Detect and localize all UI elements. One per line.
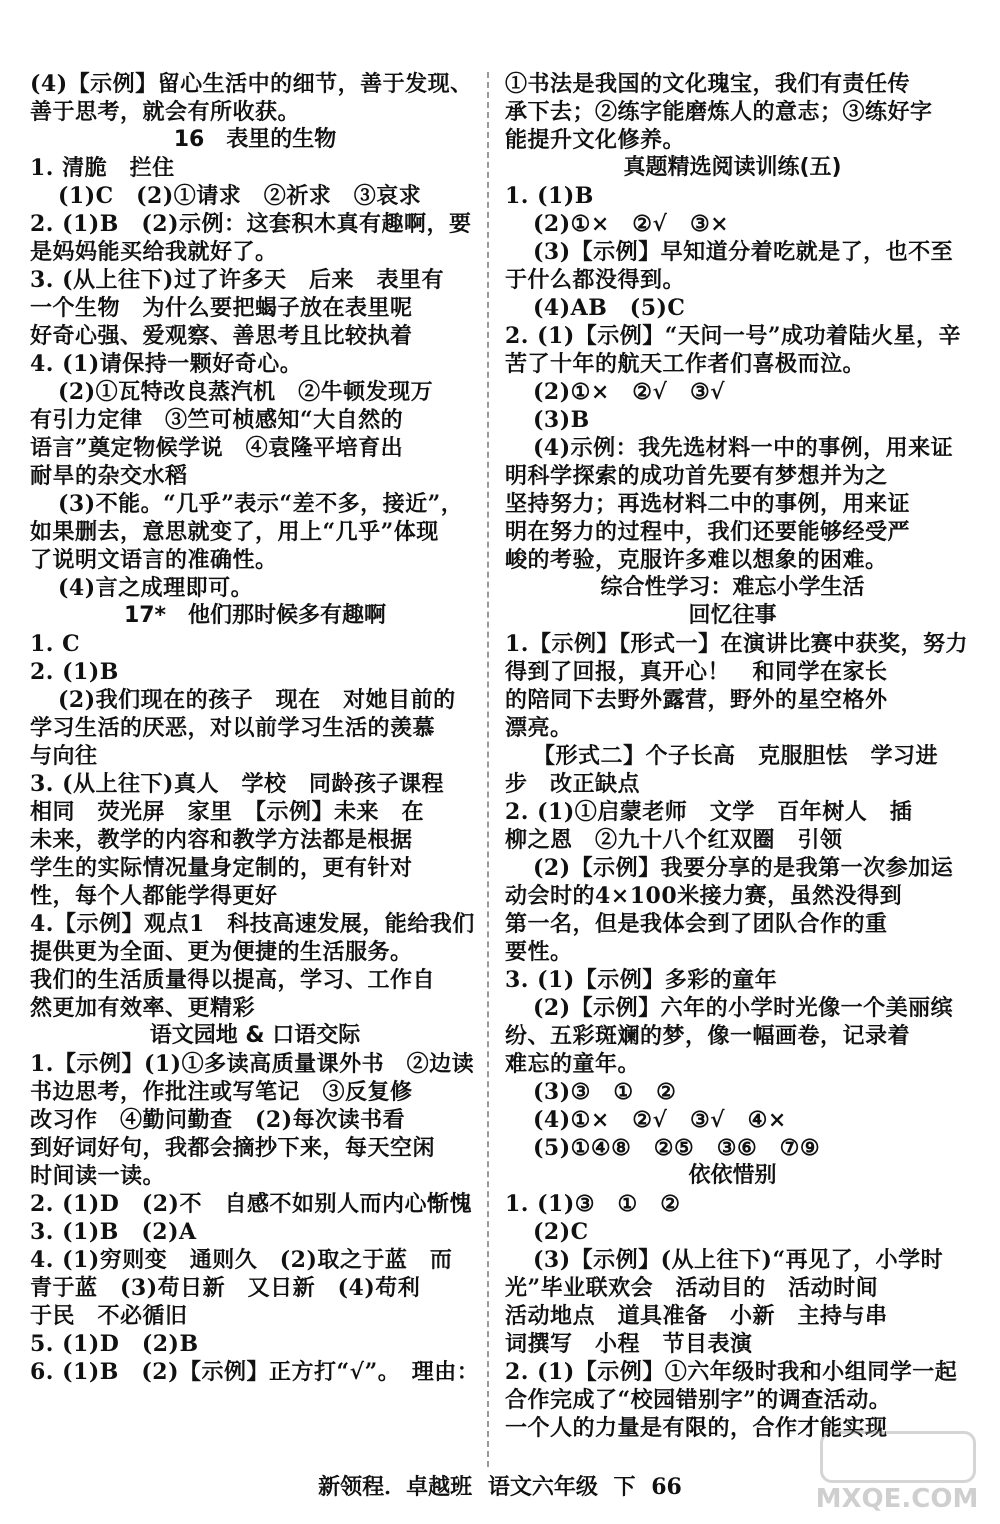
left-column [30,70,480,1386]
answer-line: 明科学探索的成功首先要有梦想并为之 [505,463,888,489]
answer-line: (2)C [533,1219,589,1245]
answer-line: 时间读一读。 [30,1163,166,1189]
answer-line: 耐旱的杂交水稻 [30,463,188,489]
answer-line: 未来，教学的内容和教学方法都是根据 [30,827,413,853]
answer-line: 书边思考，作批注或写笔记 ③反复修 [30,1079,413,1105]
answer-line: 得到了回报，真开心！ 和同学在家长 [505,659,888,685]
section-heading: 依依惜别 [688,1163,777,1188]
answer-line: 于民 不必循旧 [30,1303,188,1329]
answer-line: 3. (从上往下)过了许多天 后来 表里有 [30,267,444,293]
answer-line: 2. (1)B (2)示例：这套积木真有趣啊，要 [30,211,472,237]
answer-line: 善于思考，就会有所收获。 [30,99,301,125]
section-heading: 回忆往事 [688,603,777,628]
watermark-badge-icon [820,1431,976,1483]
answer-line: (3)不能。“几乎”表示“差不多，接近”， [58,491,464,517]
answer-line: 词撰写 小程 节目表演 [505,1331,753,1357]
answer-line: 活动地点 道具准备 小新 主持与串 [505,1303,888,1329]
answer-line: ①书法是我国的文化瑰宝，我们有责任传 [505,71,911,97]
answer-line: 1. (1)③ ① ② [505,1191,681,1217]
answer-line: 4. (1)穷则变 通则久 (2)取之于蓝 而 [30,1247,453,1273]
answer-line: 了说明文语言的准确性。 [30,547,278,573]
answer-line: 然更加有效率、更精彩 [30,995,256,1021]
answer-line: 苦了十年的航天工作者们喜极而泣。 [505,351,866,377]
answer-line: 的陪同下去野外露营，野外的星空格外 [505,687,888,713]
answer-line: (3)【示例】(从上往下)“再见了，小学时 [533,1247,944,1273]
answer-line: (2)①瓦特改良蒸汽机 ②牛顿发现万 [58,379,434,405]
answer-line: (3)B [533,407,590,433]
answer-line: 3. (1)B (2)A [30,1219,197,1245]
footer-volume: 下 [613,1474,636,1500]
answer-line: (4)【示例】留心生活中的细节，善于发现、 [30,71,473,97]
answer-line: 1. (1)B [505,183,594,209]
answer-line: (4)AB (5)C [533,295,686,321]
page-number: 66 [651,1474,682,1500]
answer-line: 2. (1)D (2)不 自感不如别人而内心惭愧 [30,1191,472,1217]
answer-line: 2. (1)B [30,659,119,685]
answer-line: 有引力定律 ③竺可桢感知“大自然的 [30,407,404,433]
answer-line: 坚持努力；再选材料二中的事例，用来证 [505,491,911,517]
answer-line: 步 改正缺点 [505,771,641,797]
answer-line: 光”毕业联欢会 活动目的 活动时间 [505,1275,879,1301]
answer-line: 漂亮。 [505,715,573,741]
answer-line: 与向往 [30,743,98,769]
answer-line: (2)①× ②√ ③× [533,211,730,237]
answer-line: (2)【示例】我要分享的是我第一次参加运 [533,855,954,881]
section-heading: 综合性学习：难忘小学生活 [600,575,865,600]
answer-line: (5)①④⑧ ②⑤ ③⑥ ⑦⑨ [533,1135,821,1161]
answer-line: (4)言之成理即可。 [58,575,254,601]
answer-line: 明在努力的过程中，我们还要能够经受严 [505,519,911,545]
answer-line: 6. (1)B (2)【示例】正方打“√”。 理由： [30,1359,480,1385]
answer-line: 一个人的力量是有限的，合作才能实现 [505,1415,888,1441]
answer-line: 于什么都没得到。 [505,267,686,293]
watermark-text: MXQE.COM [815,1484,979,1514]
right-column [505,70,968,1442]
answer-line: 1. C [30,631,81,657]
answer-line: 语言”奠定物候学说 ④袁隆平培育出 [30,435,404,461]
footer-subject: 语文六年级 [487,1474,598,1500]
answer-line: 4.【示例】观点1 科技高速发展，能给我们 [30,911,475,937]
answer-line: (2)①× ②√ ③√ [533,379,726,405]
answer-line: 学生的实际情况量身定制的，更有针对 [30,855,413,881]
section-heading: 17* 他们那时候多有趣啊 [123,603,387,628]
answer-line: 青于蓝 (3)苟日新 又日新 (4)苟利 [30,1275,421,1301]
answer-line: 3. (1)【示例】多彩的童年 [505,967,778,993]
answer-line: 2. (1)【示例】①六年级时我和小组同学一起 [505,1359,958,1385]
section-heading: 语文园地 & 口语交际 [149,1023,361,1048]
section-heading: 16 表里的生物 [173,127,337,152]
answer-line: 学习生活的厌恶，对以前学习生活的羡慕 [30,715,436,741]
answer-line: (4)示例：我先选材料一中的事例，用来证 [533,435,954,461]
answer-line: 2. (1)【示例】“天问一号”成功着陆火星，辛 [505,323,962,349]
answer-line: (3)【示例】早知道分着吃就是了，也不至 [533,239,954,265]
answer-line: 好奇心强、爱观察、善思考且比较执着 [30,323,413,349]
answer-line: 性，每个人都能学得更好 [30,883,278,909]
answer-line: 难忘的童年。 [505,1051,641,1077]
answer-line: (2)【示例】六年的小学时光像一个美丽缤 [533,995,954,1021]
answer-line: 如果删去，意思就变了，用上“几乎”体现 [30,519,439,545]
answer-line: 动会时的4×100米接力赛，虽然没得到 [505,883,903,909]
answer-line: 是妈妈能买给我就好了。 [30,239,278,265]
answer-line: (2)我们现在的孩子 现在 对她目前的 [58,687,456,713]
answer-line: 改习作 ④勤问勤查 (2)每次读书看 [30,1107,406,1133]
answer-line: 要性。 [505,939,573,965]
footer-brand: 新领程．卓越班 [318,1474,473,1500]
answer-line: 2. (1)①启蒙老师 文学 百年树人 插 [505,799,913,825]
answer-line: 3. (从上往下)真人 学校 同龄孩子课程 [30,771,444,797]
answer-line: 1.【示例】【形式一】在演讲比赛中获奖，努力 [505,631,968,657]
answer-line: 到好词好句，我都会摘抄下来，每天空闲 [30,1135,436,1161]
answer-line: 1.【示例】(1)①多读高质量课外书 ②边读 [30,1051,475,1077]
section-heading: 真题精选阅读训练(五) [623,155,842,180]
answer-line: 4. (1)请保持一颗好奇心。 [30,351,303,377]
answer-line: 柳之恩 ②九十八个红双圈 引领 [505,827,843,853]
answer-line: 1. 清脆 拦住 [30,155,175,181]
answer-line: 5. (1)D (2)B [30,1331,199,1357]
answer-line: (4)①× ②√ ③√ ④× [533,1107,787,1133]
answer-line: (1)C (2)①请求 ②祈求 ③哀求 [58,183,422,209]
answer-line: 【形式二】个子长高 克服胆怯 学习进 [533,743,939,769]
answer-line: (3)③ ① ② [533,1079,677,1105]
answer-line: 承下去；②练字能磨炼人的意志；③练好字 [505,99,933,125]
answer-line: 第一名，但是我体会到了团队合作的重 [505,911,888,937]
answer-line: 纷、五彩斑斓的梦，像一幅画卷，记录着 [505,1023,911,1049]
answer-line: 相同 荧光屏 家里 【示例】未来 在 [30,799,425,825]
answer-line: 合作完成了“校园错别字”的调查活动。 [505,1387,892,1413]
column-divider [487,72,489,1467]
answer-line: 我们的生活质量得以提高，学习、工作自 [30,967,436,993]
answer-line: 一个生物 为什么要把蝎子放在表里呢 [30,295,413,321]
answer-line: 峻的考验，克服许多难以想象的困难。 [505,547,888,573]
answer-line: 提供更为全面、更为便捷的生活服务。 [30,939,413,965]
answer-line: 能提升文化修养。 [505,127,686,153]
watermark-logo [812,1429,982,1514]
